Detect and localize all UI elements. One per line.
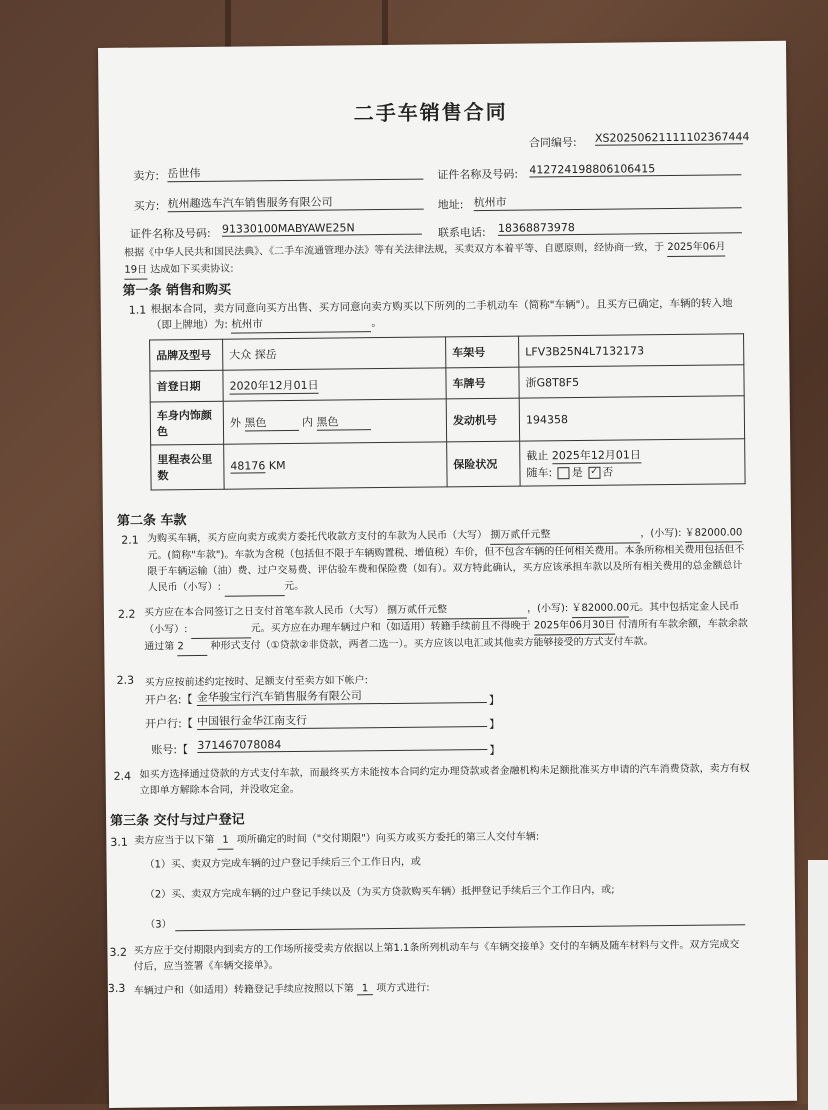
interior-label: 内: [301, 415, 313, 429]
mileage-cell: [224, 442, 447, 489]
clause-2-1-b: ，(小写):: [640, 527, 682, 540]
clause-1-1-text: 根据本合同，卖方同意向买方出售、买方同意向卖方购买以下所列的二手机动车（简称"车辆"）。且买方已确定，车辆的转入地（即上牌地）为:: [150, 297, 733, 332]
vin-key: 车架号: [446, 336, 519, 368]
insurance-cell: [520, 439, 745, 486]
clause-2-2-number: 2.2: [117, 607, 136, 621]
first-payment-upper: 捌万贰仟元整: [387, 602, 527, 620]
clause-1-1-end: 。: [371, 317, 382, 330]
delivery-option-1: （1）买、卖双方完成车辆的过户登记手续后三个工作日内，或: [144, 856, 421, 871]
clause-2-1-d: 元。: [284, 580, 305, 593]
second-sheet-edge: [808, 860, 828, 1110]
clause-2-2-a: 买方应在本合同签订之日支付首笔车款人民币（大写）: [143, 605, 384, 619]
seller-id-value: 412724198806106415: [529, 161, 741, 177]
mileage-key: 里程表公里数: [151, 444, 224, 490]
clause-3-2-text: 买方应于交付期限内到卖方的工作场所接受卖方依据以上第1.1条所列机动车与《车辆交接单》交付的车辆及随车材料与文件。双方完成交付后，应当签署《车辆交接单》。: [133, 939, 740, 973]
article-3-title: 第三条 交付与过户登记: [110, 812, 245, 829]
mileage-unit: KM: [268, 459, 286, 473]
clause-2-2-f: 种形式支付（①贷款②非贷款，两者二选一）。买方应该以电汇或其他卖方能够接受的方式支付车款。: [210, 636, 654, 652]
checkbox-no-label: 否: [602, 465, 614, 479]
delivery-option-number: 1: [217, 833, 233, 850]
clause-2-1: [147, 525, 752, 597]
account-name-label: 开户名:【: [144, 693, 193, 707]
address-label: 地址:: [437, 198, 464, 212]
article-1-title: 第一条 销售和购买: [122, 282, 232, 299]
delivery-option-3-label: （3）: [145, 919, 172, 931]
clause-3-3-number: 3.3: [107, 981, 126, 995]
account-name-bracket: 】: [488, 693, 500, 707]
exterior-label: 外: [229, 416, 241, 430]
buyer-label: 买方:: [133, 199, 160, 213]
reg-date-key: 首登日期: [150, 370, 223, 402]
vin-value: LFV3B25N4L7132173: [519, 334, 744, 367]
bank-value: 中国银行金华江南支行: [197, 710, 487, 730]
clause-3-3: [134, 979, 430, 998]
address-value: 杭州市: [474, 191, 742, 211]
article-2-title: 第二条 车款: [116, 513, 187, 529]
mileage-value: 48176: [230, 459, 266, 473]
reg-date-cell: [223, 368, 446, 401]
interior-color: 黑色: [316, 413, 370, 431]
account-name-value: 金华骏宝行汽车销售服务有限公司: [197, 686, 487, 706]
clause-3-1-a: 卖方应当于以下第: [134, 834, 215, 847]
buyer-id-value: 91330100MABYAWE25N: [222, 221, 422, 237]
brand-value: 大众 探岳: [223, 337, 446, 370]
clause-3-2-number: 3.2: [109, 945, 128, 959]
clause-2-2-b: ，(小写):: [527, 603, 569, 615]
engine-key: 发动机号: [446, 398, 519, 442]
clause-2-2: [144, 599, 751, 656]
table-row: [150, 396, 744, 445]
contract-sheet: [98, 41, 797, 1108]
delivery-option-2: （2）买、卖双方完成车辆的过户登记手续以及（为买方贷款购买车辆）抵押登记手续后三个工作日内，或;: [144, 884, 615, 901]
clause-2-4-number: 2.4: [113, 769, 132, 783]
clause-2-3-number: 2.3: [116, 673, 135, 687]
clause-2-2-d: 元。买方应在办理车辆过户和（如适用）转籍手续前且不得晚于: [250, 620, 531, 635]
table-row: [151, 439, 745, 490]
color-key: 车身内饰颜色: [150, 401, 223, 445]
phone-value: 18368873978: [498, 219, 742, 236]
intro-paragraph: [124, 239, 744, 279]
delivery-option-3: [145, 909, 745, 931]
seller-id-label: 证件名称及号码:: [437, 167, 519, 182]
intro-tail: 达成如下买卖协议:: [150, 263, 234, 276]
bank-label: 开户行:【: [145, 717, 193, 731]
clause-2-2-e: 付清所有车款余额，车款余款通过第: [144, 618, 748, 653]
bank-bracket: 】: [489, 717, 501, 731]
clause-2-4-text: 如买方选择通过贷款的方式支付车款，而最终买方未能按本合同约定办理贷款或者金融机构未足额批准买方申请的汽车消费贷款，卖方有权立即单方解除本合同，并没收定金。: [139, 763, 750, 797]
clause-2-1-a: 为购买车辆，买方应向卖方或卖方委托代收款方支付的车款为人民币（大写）: [147, 529, 488, 545]
payoff-deadline: 2025年06月30日: [534, 618, 615, 636]
clause-3-1-number: 3.1: [110, 835, 128, 849]
account-no-label: 账号:【: [151, 743, 189, 757]
checkbox-yes-label: 是: [571, 465, 583, 479]
clause-2-2-c: 元。其中包括定金人民币（小写）:: [144, 601, 740, 636]
checkbox-yes[interactable]: [558, 467, 570, 479]
intro-date-day: 19日: [124, 262, 147, 279]
payment-method-number: 2: [177, 639, 207, 656]
document-title: 二手车销售合同: [353, 99, 508, 126]
account-no-value: 371467078084: [197, 736, 487, 753]
insurance-until-label: 截止: [526, 448, 549, 463]
exterior-color: 黑色: [244, 413, 298, 431]
clause-2-3-text: 买方应按前述约定按时、足额支付至卖方如下帐户:: [144, 675, 369, 689]
clause-2-1-c: 元。(简称"车款")。车款为含税（包括但不限于车辆购置税、增值税）车价，但不包含车辆的任何相关费用。本条所称相关费用包括但不限于车辆运输（油）费、过户交易费、评估验车费和保险费（如有）。双方特此确认，买方应该承担车款以及所有相关费用的总金额总计人民币（小写）:: [147, 544, 745, 594]
contract-no-value: XS20250621111102367444: [594, 130, 750, 145]
clause-3-3-b: 项方式进行:: [376, 982, 430, 995]
transfer-option-number: 1: [357, 983, 373, 995]
checkbox-no-checked[interactable]: ✓: [588, 466, 600, 478]
seller-name: 岳世伟: [167, 163, 423, 183]
first-payment-lower: ￥82000.00: [571, 600, 629, 618]
contract-no-label: 合同编号:: [528, 135, 577, 150]
plate-value: 浙G8T8F5: [519, 365, 744, 398]
phone-label: 联系电话:: [437, 225, 486, 240]
color-cell: [223, 399, 446, 444]
buyer-id-label: 证件名称及号码:: [129, 226, 211, 241]
insurance-with-car-label: 随车:: [526, 465, 553, 480]
clause-1-1: [151, 295, 751, 334]
seller-label: 卖方:: [133, 169, 160, 183]
intro-text: 根据《中华人民共和国民法典》、《二手车流通管理办法》等有关法律法规，买卖双方本着平等、自愿原则，经协商一致，于: [124, 242, 665, 259]
insurance-key: 保险状况: [447, 441, 520, 487]
account-no-bracket: 】: [489, 743, 501, 757]
insurance-until-date: 2025年12月01日: [551, 447, 641, 462]
registration-city: 杭州市: [231, 315, 371, 333]
clause-2-1-number: 2.1: [121, 533, 139, 547]
clause-3-1: [134, 827, 744, 850]
clause-3-1-b: 项所确定的时间（"交付期限"）向买方或买方委托的第三人交付车辆:: [236, 831, 540, 846]
vehicle-info-table: [149, 333, 746, 490]
clause-1-1-number: 1.1: [128, 303, 147, 317]
intro-date-month: 2025年06月: [667, 239, 725, 257]
buyer-name: 杭州趣选车汽车销售服务有限公司: [168, 193, 424, 213]
reg-date-value: 2020年12月01日: [229, 378, 319, 393]
plate-key: 车牌号: [446, 367, 519, 399]
clause-3-3-a: 车辆过户和（如适用）转籍登记手续应按照以下第: [133, 983, 354, 997]
brand-key: 品牌及型号: [150, 339, 223, 371]
engine-value: 194358: [519, 396, 744, 441]
price-lower: ￥82000.00: [685, 525, 743, 543]
price-upper: 捌万贰仟元整: [490, 526, 640, 545]
